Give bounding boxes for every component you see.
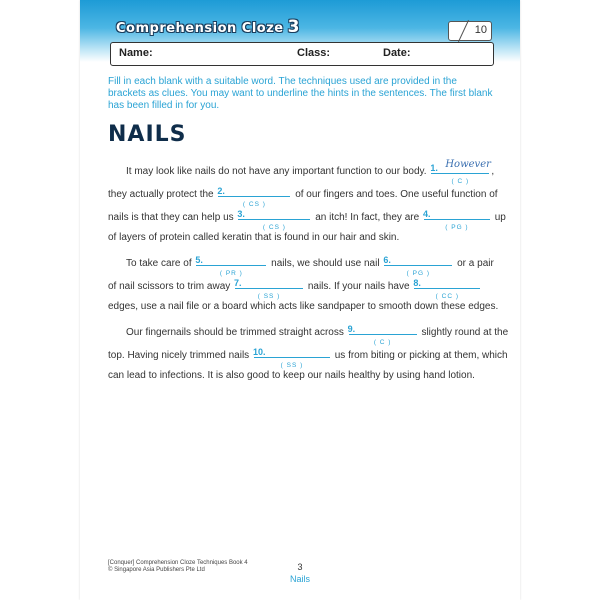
passage-text: ,	[491, 166, 495, 177]
passage-line	[108, 346, 508, 369]
passage-heading: NAILS	[108, 122, 187, 147]
blank-number: 10.	[252, 347, 266, 357]
passage-text: slightly round at the	[421, 327, 509, 338]
blank-9[interactable]	[347, 323, 417, 346]
blank-5[interactable]	[195, 254, 266, 277]
passage-text: of our fingers and toes. One useful function of	[295, 189, 498, 200]
blank-hint: ( C )	[373, 339, 392, 346]
blank-3[interactable]	[237, 208, 310, 231]
passage-line	[108, 208, 506, 231]
worksheet-page	[80, 0, 520, 600]
passage-text: can lead to infections. It is also good to keep our nails healthy by using hand lotion.	[108, 370, 475, 381]
blank-answer: However	[445, 159, 491, 170]
page-name: Nails	[289, 574, 310, 584]
blank-hint: ( CC )	[435, 293, 459, 300]
passage-text: of layers of protein called keratin that is found in our hair and skin.	[108, 232, 400, 243]
title-text: Comprehension Cloze	[116, 21, 284, 36]
footer-book-title: [Conquer] Comprehension Cloze Techniques Book 4	[108, 560, 248, 566]
blank-hint: ( PR )	[219, 270, 243, 277]
passage-line	[108, 159, 495, 185]
blank-number: 5.	[195, 255, 203, 265]
score-slash	[458, 20, 469, 42]
worksheet-title	[116, 17, 300, 37]
blank-7[interactable]	[234, 277, 303, 300]
passage-text: To take care of	[126, 258, 192, 269]
date-label[interactable]: Date:	[383, 47, 411, 59]
passage-line	[108, 369, 475, 383]
blank-number: 4.	[422, 209, 431, 219]
passage-text: edges, use a nail file or a board which acts like sandpaper to smooth down these edges.	[108, 301, 499, 312]
blank-number: 1.	[430, 163, 438, 173]
passage-line	[108, 185, 498, 208]
name-label[interactable]: Name:	[119, 47, 153, 59]
blank-hint: ( PG )	[445, 224, 469, 231]
score-total: 10	[474, 24, 487, 36]
blank-hint: ( PG )	[406, 270, 431, 277]
blank-hint: ( C )	[451, 178, 470, 185]
passage-line	[108, 231, 399, 245]
passage-line	[108, 323, 509, 346]
passage-text: top. Having nicely trimmed nails	[108, 350, 250, 361]
student-info-bar	[110, 42, 494, 66]
passage-text: they actually protect the	[108, 189, 214, 200]
passage-line	[108, 277, 482, 300]
passage-text: nails is that they can help us	[108, 212, 234, 223]
blank-number: 7.	[234, 278, 242, 288]
title-number: 3	[287, 17, 300, 37]
blank-10[interactable]	[252, 346, 330, 369]
blank-4[interactable]	[422, 208, 490, 231]
blank-hint: ( SS )	[280, 362, 304, 369]
class-label[interactable]: Class:	[297, 47, 331, 59]
passage-text: up	[494, 212, 506, 223]
blank-number: 3.	[237, 209, 245, 219]
instructions: Fill in each blank with a suitable word. The techniques used are provided in the brackets as clues. You may want to underline the hints in the sentences. The first blank has been filled in for you.	[108, 76, 493, 111]
blank-number: 9.	[347, 324, 356, 334]
passage-line	[108, 254, 494, 277]
blank-1[interactable]	[430, 159, 491, 185]
passage-text: nails, we should use nail	[271, 258, 380, 269]
blank-hint: ( CS )	[242, 201, 266, 208]
blank-6[interactable]	[383, 254, 452, 277]
passage-text: It may look like nails do not have any important function to our body.	[126, 166, 427, 177]
blank-number: 6.	[383, 255, 391, 265]
passage-text: nails. If your nails have	[307, 281, 410, 292]
score-box[interactable]	[448, 21, 492, 41]
passage-text: us from biting or picking at them, which	[334, 350, 508, 361]
blank-2[interactable]	[217, 185, 290, 208]
footer-copyright: © Singapore Asia Publishers Pte Ltd	[108, 567, 205, 573]
blank-hint: ( SS )	[257, 293, 281, 300]
blank-number: 8.	[413, 278, 421, 288]
blank-number: 2.	[217, 186, 225, 196]
passage-text: or a pair	[457, 258, 494, 269]
blank-8[interactable]	[413, 277, 480, 300]
passage-line	[108, 300, 498, 314]
blank-hint: ( CS )	[262, 224, 286, 231]
page-number: 3	[297, 562, 303, 572]
passage-text: of nail scissors to trim away	[108, 281, 231, 292]
passage-text: an itch! In fact, they are	[315, 212, 420, 223]
passage-text: Our fingernails should be trimmed straight across	[126, 327, 344, 338]
